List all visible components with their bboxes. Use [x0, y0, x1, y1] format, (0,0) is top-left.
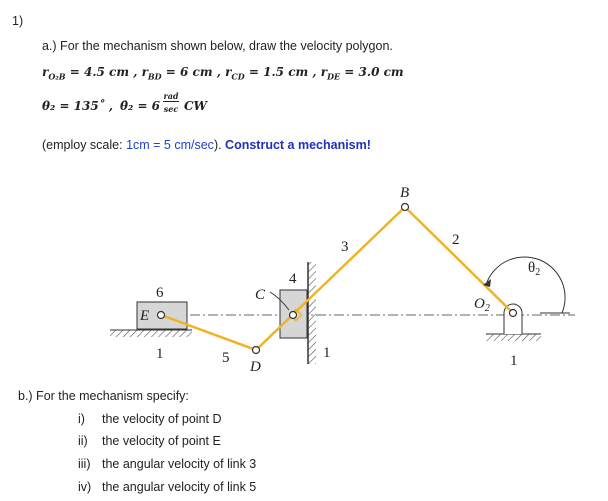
joint-c [290, 312, 297, 319]
omega-2: θ̇₂ = 6 [120, 99, 161, 113]
label-c: C [255, 287, 266, 303]
link-2 [405, 207, 513, 313]
omega-unit-den: sec [163, 104, 179, 114]
theta-2: θ₂ = 135˚ , [42, 99, 114, 113]
ground-label-left: 1 [156, 346, 164, 362]
part-a-heading: a.) For the mechanism shown below, draw the velocity polygon. [42, 39, 393, 53]
link-lengths: $r_{O_2B} = 4.5$ cm , $r_{BD} = 6$ cm , $r_{CD} = 1.5$ cm , $r_{DE} = 3.0$ cm [42, 65, 404, 82]
list-item: iv) the angular velocity of link 5 [78, 480, 257, 494]
list-item: ii) the velocity of point E [78, 434, 221, 448]
label-o2: $O_2$ [474, 296, 490, 314]
problem-number: 1) [12, 14, 24, 28]
part-b-heading: b.) For the mechanism specify: [18, 389, 189, 403]
ground-hatch-right [486, 334, 541, 341]
ground-label-right: 1 [510, 353, 518, 369]
link-label-5: 5 [222, 350, 230, 366]
ground-hatch-left [110, 330, 192, 337]
link-3 [256, 207, 405, 350]
joint-e [158, 312, 165, 319]
link-label-2: 2 [452, 232, 460, 248]
ground-label-wall: 1 [323, 345, 331, 361]
label-e: E [140, 308, 150, 324]
link-label-4: 4 [289, 271, 297, 287]
joint-b [402, 204, 409, 211]
scale-line: (employ scale: 1cm = 5 cm/sec). Construct a mechanism! [42, 138, 371, 152]
wall-hatch [308, 262, 316, 364]
theta-arc [487, 257, 565, 313]
list-item: iii) the angular velocity of link 3 [78, 457, 257, 471]
omega-unit-num: rad [163, 91, 179, 101]
label-b: B [400, 185, 410, 201]
link-label-6: 6 [156, 285, 164, 301]
label-d: D [250, 359, 261, 375]
omega-direction: CW [184, 99, 208, 113]
joint-d [253, 347, 260, 354]
link-label-3: 3 [341, 239, 349, 255]
list-item: i) the velocity of point D [78, 412, 222, 426]
joint-o2 [510, 310, 517, 317]
label-theta2: $\theta_2$ [528, 260, 541, 278]
